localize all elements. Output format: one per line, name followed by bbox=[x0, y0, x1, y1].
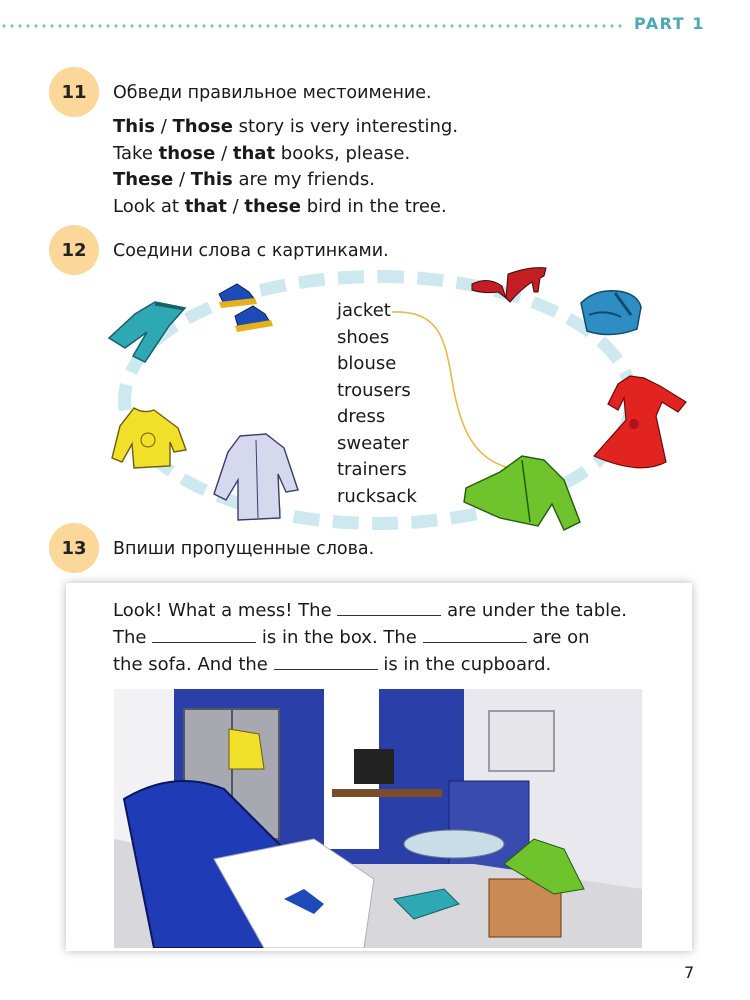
sentence-rest: bird in the tree. bbox=[300, 195, 447, 217]
rucksack-icon[interactable] bbox=[575, 285, 647, 343]
sentence-2 bbox=[113, 141, 458, 168]
pronoun-option[interactable]: This bbox=[190, 169, 233, 190]
pronoun-option[interactable]: that bbox=[232, 142, 276, 164]
sentence-prefix: Look at bbox=[113, 195, 185, 217]
word-dress[interactable]: dress bbox=[337, 406, 386, 427]
exercise-12-badge: 12 bbox=[49, 225, 99, 275]
paragraph-line-1 bbox=[113, 597, 627, 624]
sentence-4 bbox=[113, 194, 458, 221]
text-fragment: The bbox=[113, 627, 153, 648]
text-fragment: the sofa. And the bbox=[113, 654, 274, 675]
paragraph-line-3 bbox=[113, 651, 627, 678]
pronoun-option[interactable]: This bbox=[113, 116, 155, 137]
pronoun-option[interactable]: that bbox=[184, 195, 227, 217]
slash: / bbox=[232, 195, 239, 217]
exercise-11-sentences bbox=[113, 114, 458, 220]
trousers-icon[interactable] bbox=[105, 298, 190, 368]
sentence-rest: story is very interesting. bbox=[232, 116, 459, 137]
word-shoes[interactable]: shoes bbox=[337, 326, 390, 348]
word-rucksack[interactable]: rucksack bbox=[337, 485, 417, 507]
jacket-icon[interactable] bbox=[460, 452, 585, 536]
exercise-11-instruction: Обведи правильное местоимение. bbox=[113, 83, 432, 103]
pronoun-option[interactable]: Those bbox=[172, 116, 233, 137]
exercise-13-instruction: Впиши пропущенные слова. bbox=[113, 539, 375, 559]
text-fragment: Look! What a mess! The bbox=[113, 600, 338, 621]
blank-3[interactable] bbox=[423, 627, 527, 643]
text-fragment: are under the table. bbox=[441, 600, 627, 621]
pronoun-option[interactable]: These bbox=[113, 169, 174, 190]
word-trainers[interactable]: trainers bbox=[337, 459, 407, 480]
slash: / bbox=[221, 142, 228, 164]
pronoun-option[interactable]: these bbox=[244, 195, 301, 217]
word-trousers[interactable]: trousers bbox=[337, 379, 411, 401]
exercise-12-instruction: Соедини слова с картинками. bbox=[113, 241, 389, 261]
paragraph-line-2 bbox=[113, 624, 627, 651]
part-label: PART 1 bbox=[634, 14, 705, 33]
dress-icon[interactable] bbox=[590, 372, 690, 482]
blank-4[interactable] bbox=[274, 654, 378, 670]
text-fragment: are on bbox=[526, 627, 590, 648]
word-sweater[interactable]: sweater bbox=[337, 432, 409, 454]
blank-2[interactable] bbox=[152, 627, 256, 643]
blouse-icon[interactable] bbox=[210, 430, 302, 525]
header-dotted-line bbox=[0, 24, 622, 28]
text-fragment: is in the box. The bbox=[256, 627, 423, 648]
sentence-1 bbox=[113, 114, 458, 141]
sentence-3 bbox=[113, 167, 458, 194]
shoes-icon[interactable] bbox=[468, 262, 550, 312]
sentence-rest: are my friends. bbox=[232, 169, 375, 190]
fill-in-paragraph bbox=[113, 597, 627, 678]
word-blouse[interactable]: blouse bbox=[337, 353, 397, 374]
exercise-11-badge: 11 bbox=[49, 67, 99, 117]
trainers-icon[interactable] bbox=[215, 280, 275, 338]
sentence-prefix: Take bbox=[113, 142, 159, 164]
sentence-rest: books, please. bbox=[275, 142, 411, 164]
blank-1[interactable] bbox=[337, 600, 441, 616]
exercise-13-badge: 13 bbox=[49, 523, 99, 573]
pronoun-option[interactable]: those bbox=[158, 142, 216, 164]
sweater-icon[interactable] bbox=[108, 402, 190, 474]
word-jacket[interactable]: jacket bbox=[337, 300, 391, 321]
messy-room-illustration bbox=[114, 689, 642, 948]
text-fragment: is in the cupboard. bbox=[377, 654, 552, 675]
page-number: 7 bbox=[684, 963, 695, 982]
slash: / bbox=[160, 116, 167, 137]
slash: / bbox=[178, 169, 186, 190]
